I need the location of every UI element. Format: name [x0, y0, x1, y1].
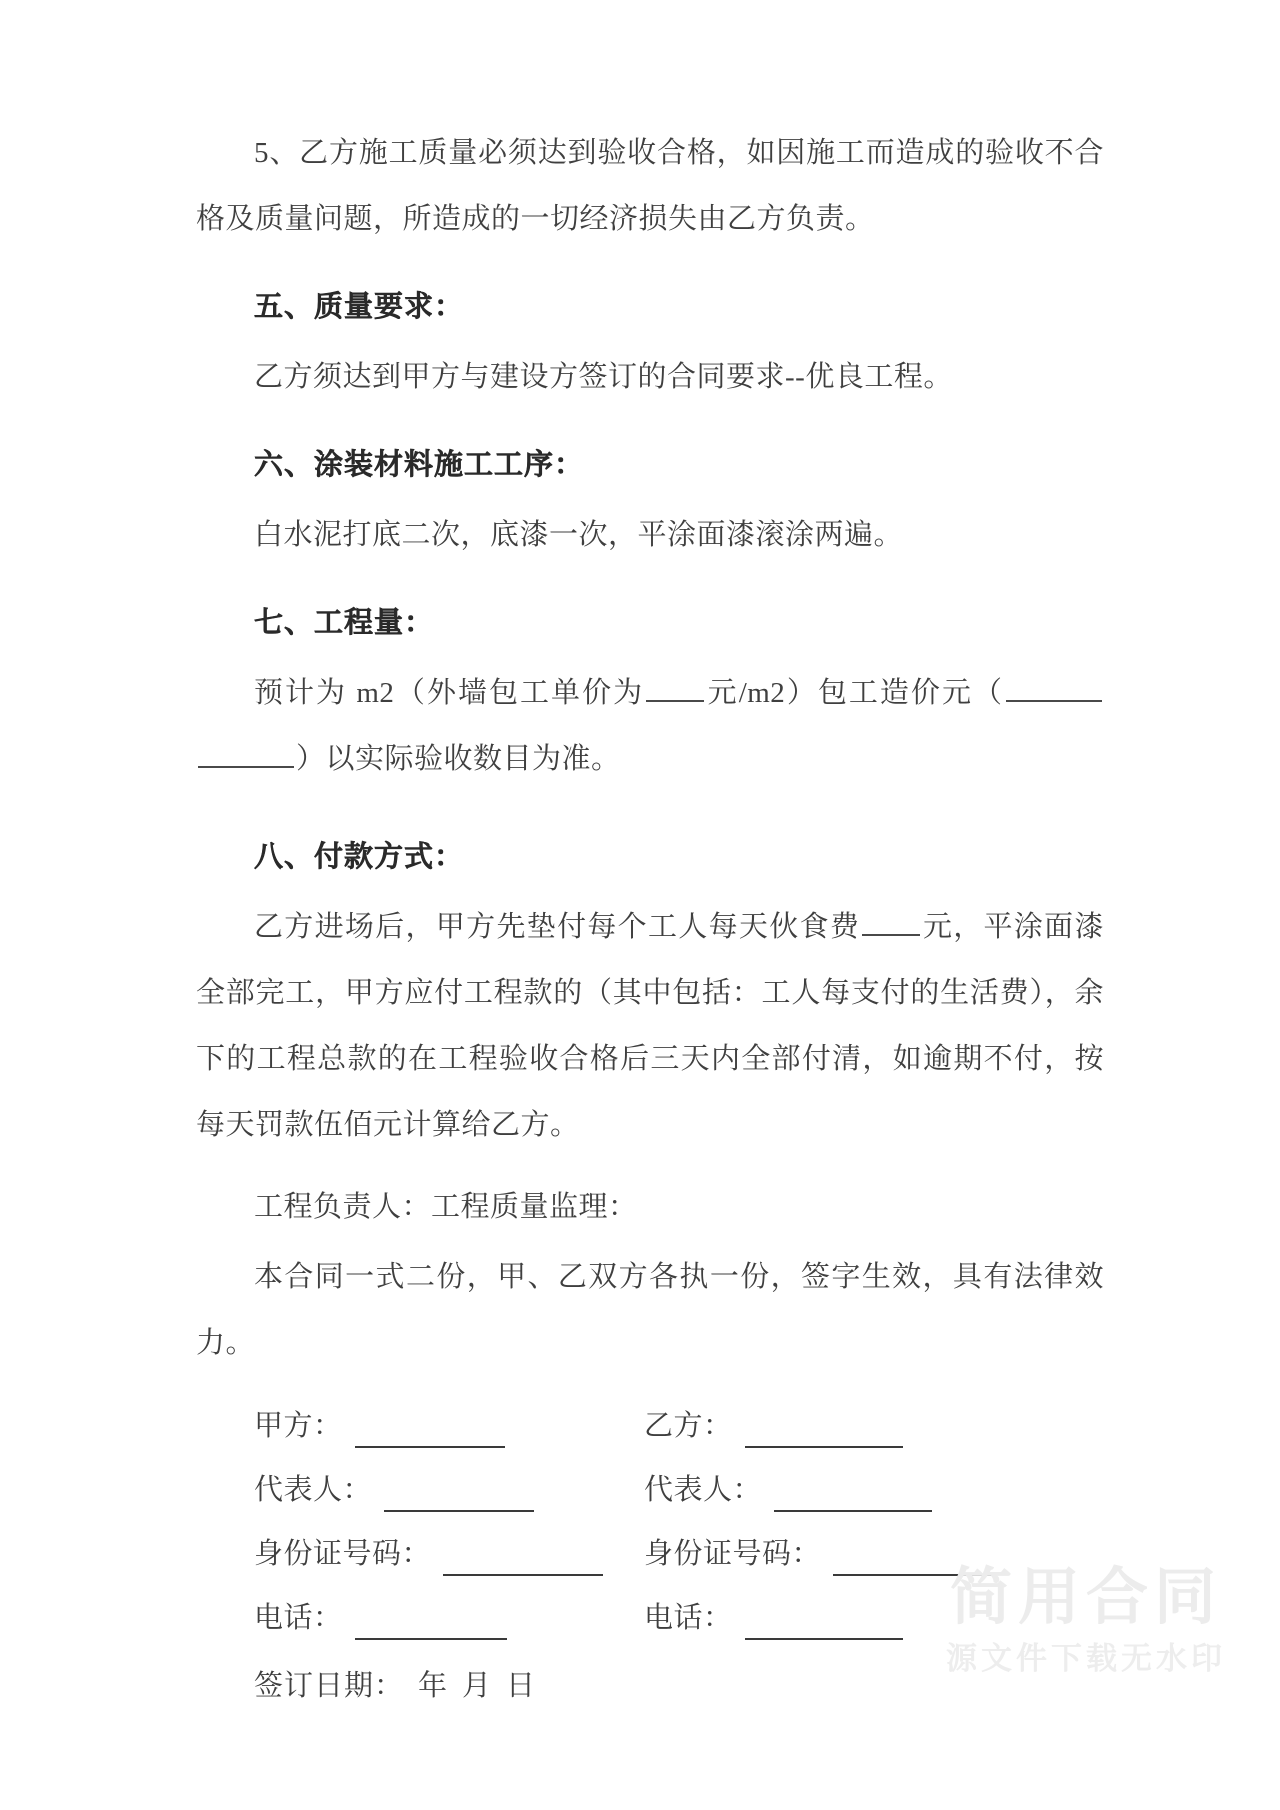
payment-text-part2: 元，平涂面漆全部完工，甲方应付工程款的（其中包括：工人每支付的生活费），余下的工程总款的在工程验收合格后三天内全部付清，如逾期不付，按每天罚款伍佰元计算给乙方。	[196, 911, 1104, 1141]
representative-b-input-line[interactable]	[774, 1480, 932, 1512]
spacer	[196, 1162, 1104, 1174]
signature-cell-party-b	[644, 1404, 1034, 1448]
closing-paragraph: 本合同一式二份，甲、乙双方各执一份，签字生效，具有法律效力。	[196, 1261, 1104, 1359]
signing-date-label: 签订日期：	[254, 1670, 405, 1702]
phone-b-input-line[interactable]	[745, 1608, 903, 1640]
id-number-b-input-line[interactable]	[833, 1544, 993, 1576]
phone-a-input-line[interactable]	[355, 1608, 507, 1640]
total-price-blank-2[interactable]	[198, 742, 294, 768]
unit-price-blank[interactable]	[646, 676, 704, 702]
section-body-quantity	[196, 660, 1104, 792]
representative-a-input-line[interactable]	[384, 1480, 534, 1512]
watermark-tagline: 源文件下载无水印	[946, 1641, 1226, 1677]
signature-cell-id-b	[644, 1532, 1034, 1576]
signature-row-id-number	[196, 1532, 1104, 1576]
id-number-a-label: 身份证号码：	[254, 1538, 432, 1570]
watermark-brand: 简用合同	[949, 1560, 1222, 1633]
signing-date-year[interactable]: 年	[418, 1670, 449, 1702]
phone-b-label: 电话：	[644, 1602, 733, 1634]
signature-cell-party-a	[254, 1404, 644, 1448]
signature-row-phone	[196, 1596, 1104, 1640]
section-body-coating-process: 白水泥打底二次，底漆一次，平涂面漆滚涂两遍。	[254, 519, 904, 551]
party-b-input-line[interactable]	[745, 1416, 903, 1448]
meal-allowance-blank[interactable]	[862, 910, 920, 936]
signature-cell-id-a	[254, 1532, 644, 1576]
supervisor-line: 工程负责人：工程质量监理：	[254, 1191, 638, 1223]
payment-text-part1: 乙方进场后，甲方先垫付每个工人每天伙食费	[254, 911, 861, 943]
spacer	[196, 796, 1104, 818]
spacer	[196, 572, 1104, 584]
representative-a-label: 代表人：	[254, 1474, 373, 1506]
document-content	[196, 120, 1104, 1712]
signing-date-day[interactable]: 日	[506, 1670, 537, 1702]
section-heading-payment: 八、付款方式：	[254, 841, 465, 873]
quantity-text-part3: ）以实际验收数目为准。	[296, 743, 621, 775]
clause-5-paragraph: 5、乙方施工质量必须达到验收合格，如因施工而造成的验收不合格及质量问题，所造成的一切经济损失由乙方负责。	[196, 137, 1104, 235]
signing-date-row	[196, 1660, 1104, 1712]
section-body-quality: 乙方须达到甲方与建设方签订的合同要求--优良工程。	[254, 361, 953, 393]
signature-cell-rep-a	[254, 1468, 644, 1512]
quantity-text-part1: 预计为 m2（外墙包工单价为	[254, 677, 645, 709]
section-heading-quality: 五、质量要求：	[254, 291, 465, 323]
section-body-payment	[196, 894, 1104, 1158]
signing-date-month[interactable]: 月	[462, 1670, 493, 1702]
phone-a-label: 电话：	[254, 1602, 343, 1634]
section-heading-quantity: 七、工程量：	[254, 607, 435, 639]
signature-cell-rep-b	[644, 1468, 1034, 1512]
party-a-label: 甲方：	[254, 1410, 343, 1442]
representative-b-label: 代表人：	[644, 1474, 763, 1506]
party-a-input-line[interactable]	[355, 1416, 505, 1448]
party-b-label: 乙方：	[644, 1410, 733, 1442]
total-price-blank-1[interactable]	[1006, 676, 1102, 702]
signature-row-representative	[196, 1468, 1104, 1512]
spacer	[196, 256, 1104, 268]
signature-row-party	[196, 1404, 1104, 1448]
section-heading-coating-process: 六、涂装材料施工工序：	[254, 449, 585, 481]
id-number-a-input-line[interactable]	[443, 1544, 603, 1576]
quantity-text-part2: 元/m2）包工造价元（	[706, 677, 1004, 709]
signature-block	[196, 1404, 1104, 1712]
signature-cell-phone-b	[644, 1596, 1034, 1640]
id-number-b-label: 身份证号码：	[644, 1538, 822, 1570]
signature-cell-phone-a	[254, 1596, 644, 1640]
spacer	[196, 414, 1104, 426]
